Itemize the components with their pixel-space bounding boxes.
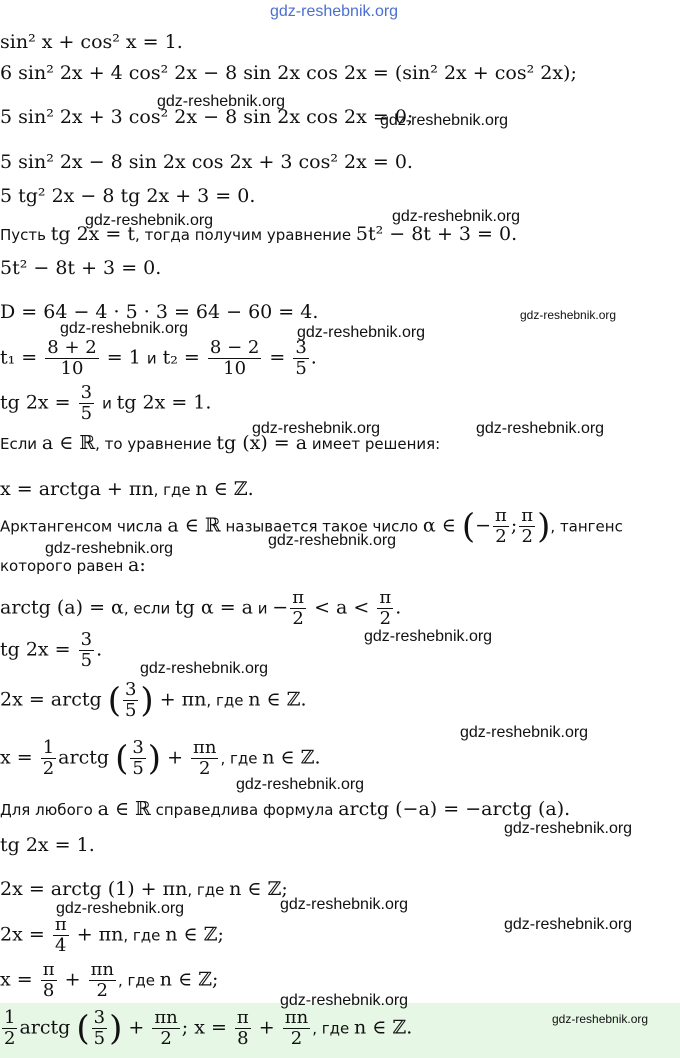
math: . <box>310 346 317 369</box>
equation-line: 5 sin² 2x + 3 cos² 2x − 8 sin 2x cos 2x = 0; <box>0 106 414 128</box>
math: n ∈ ℤ; <box>159 968 219 991</box>
text: и <box>146 349 157 368</box>
numerator: πn <box>154 1007 178 1028</box>
math: arctg (a) = α <box>0 596 124 619</box>
fraction <box>92 1008 107 1049</box>
numerator: π <box>54 914 67 935</box>
equation-line <box>0 383 211 424</box>
math: n ∈ ℤ. <box>248 688 307 711</box>
watermark: gdz-reshebnik.org <box>45 540 174 557</box>
watermark: gdz-reshebnik.org <box>476 420 605 437</box>
watermark: gdz-reshebnik.org <box>280 992 409 1009</box>
math: t₁ = <box>0 346 44 369</box>
denominator: 8 <box>237 1027 249 1049</box>
denominator: 2 <box>199 757 211 779</box>
watermark: gdz-reshebnik.org <box>380 112 509 129</box>
math: = <box>269 346 292 369</box>
denominator: 5 <box>132 757 144 779</box>
fraction <box>2 1008 17 1049</box>
math: = 1 <box>106 346 147 369</box>
numerator: πn <box>90 959 114 980</box>
numerator: 8 + 2 <box>47 337 97 358</box>
watermark: gdz-reshebnik.org <box>60 320 189 337</box>
math: arctg <box>19 1016 77 1039</box>
math: arctg <box>58 746 116 769</box>
equation-line <box>0 480 254 499</box>
math: 2x = arctg <box>0 688 108 711</box>
watermark: gdz-reshebnik.org <box>140 660 269 677</box>
text: , где <box>187 881 230 899</box>
text: Арктангенсом числа <box>0 517 168 536</box>
text: имеет решения: <box>307 435 441 453</box>
equation-line: x = $\frac{1}{2}$ arctg ( $\frac{3}{5}$ ) + $\frac{\pi n}{2}$ , где n ∈ ℤ. <box>0 737 321 779</box>
fraction <box>79 383 94 424</box>
equation-line: tg 2x = 1. <box>0 834 95 856</box>
paren: ) <box>537 506 551 547</box>
denominator: 2 <box>292 607 304 629</box>
denominator: 5 <box>80 649 93 671</box>
text-line <box>0 225 517 244</box>
math: + πn <box>153 688 207 711</box>
denominator: 4 <box>55 934 67 956</box>
fraction <box>45 338 98 379</box>
math: 5t² − 8t + 3 = 0. <box>355 223 518 245</box>
equation-line: 5t² − 8t + 3 = 0. <box>0 257 162 279</box>
denominator: 2 <box>96 979 108 1001</box>
math: n ∈ ℤ. <box>262 746 321 769</box>
math: tg 2x = <box>0 391 77 414</box>
numerator: πn <box>193 737 217 758</box>
fraction <box>191 738 218 779</box>
equation-line: sin² x + cos² x = 1. <box>0 31 183 53</box>
math: x = arctga + πn <box>0 478 154 500</box>
denominator: 2 <box>379 607 392 629</box>
math: tg 2x = 1. <box>116 391 212 414</box>
text-line <box>0 800 570 819</box>
fraction <box>123 680 138 721</box>
math: x = <box>0 968 39 991</box>
paren: ( <box>107 680 121 721</box>
equation-line: x = $\frac{\pi}{8}$ + $\frac{\pi n}{2}$ , где n ∈ ℤ; <box>0 959 219 1001</box>
watermark: gdz-reshebnik.org <box>460 724 589 741</box>
numerator: 8 − 2 <box>209 337 260 358</box>
text: , где <box>220 749 263 768</box>
denominator: 2 <box>160 1027 172 1049</box>
math: < a < <box>308 596 376 619</box>
numerator: π <box>236 1007 249 1028</box>
fraction <box>79 630 94 671</box>
text-line: Арктангенсом числа a ∈ ℝ называется такое число α ∈ (− $\frac{\pi}{2}$ ; $\frac{\pi}{2}$ ), тангенс <box>0 505 623 547</box>
equation-line: arctg (a) = α, если tg α = a и − $\frac{\pi}{2}$ < a < $\frac{\pi}{2}$ . <box>0 587 402 629</box>
text: , тогда получим уравнение <box>135 226 356 244</box>
watermark: gdz-reshebnik.org <box>280 896 409 913</box>
numerator: πn <box>284 1007 309 1028</box>
text: и <box>253 599 273 618</box>
fraction <box>235 1008 251 1049</box>
denominator: 2 <box>42 757 55 779</box>
text: Если <box>0 435 42 453</box>
numerator: π <box>292 587 305 608</box>
watermark: gdz-reshebnik.org <box>56 900 185 917</box>
denominator: 5 <box>93 1027 106 1049</box>
equation-line: D = 64 − 4 · 5 · 3 = 64 − 60 = 4. <box>0 301 319 323</box>
watermark: gdz-reshebnik.org <box>85 212 214 229</box>
watermark: gdz-reshebnik.org <box>270 3 399 20</box>
text: , где <box>123 926 166 945</box>
text-line <box>0 434 440 453</box>
denominator: 2 <box>495 525 507 547</box>
watermark: gdz-reshebnik.org <box>364 628 493 645</box>
math: tg 2x = t <box>50 223 136 245</box>
watermark: gdz-reshebnik.org <box>552 1012 649 1026</box>
denominator: 10 <box>223 357 247 379</box>
math: + πn <box>70 923 124 946</box>
fraction <box>519 506 535 547</box>
watermark: gdz-reshebnik.org <box>268 532 397 549</box>
math: n ∈ ℤ; <box>229 878 288 900</box>
watermark: gdz-reshebnik.org <box>392 208 521 225</box>
text: называется такое число <box>220 517 423 536</box>
equation-line: 6 sin² 2x + 4 cos² 2x − 8 sin 2x cos 2x = (sin² 2x + cos² 2x); <box>0 62 577 84</box>
math: 2x = <box>0 923 51 946</box>
paren: ( <box>461 506 476 547</box>
numerator: π <box>42 959 55 980</box>
numerator: 3 <box>124 679 137 700</box>
fraction <box>130 738 145 779</box>
paren: ) <box>140 680 154 721</box>
equation-line: 5 tg² 2x − 8 tg 2x + 3 = 0. <box>0 185 256 207</box>
math: a ∈ ℝ <box>167 514 221 537</box>
watermark: gdz-reshebnik.org <box>252 420 381 437</box>
math: a ∈ ℝ <box>97 798 151 820</box>
text: Пусть <box>0 226 51 244</box>
equation-line: tg 2x = $\frac{3}{5}$ . <box>0 629 103 671</box>
fraction <box>293 338 308 379</box>
denominator: 5 <box>124 699 137 721</box>
fraction <box>89 960 116 1001</box>
final-answer: $\frac{1}{2}$ arctg ( $\frac{3}{5}$ ) + $\frac{\pi n}{2}$ ; x = $\frac{\pi}{8}$ + $\frac{\pi n}{2}$ , где n ∈ ℤ. <box>4 1007 413 1049</box>
fraction <box>208 338 261 379</box>
math: n ∈ ℤ; <box>165 923 224 946</box>
math: n ∈ ℤ. <box>195 478 254 500</box>
numerator: 1 <box>42 737 55 758</box>
watermark: gdz-reshebnik.org <box>236 776 365 793</box>
math: t₂ = <box>156 346 206 369</box>
paren: ) <box>147 738 162 779</box>
denominator: 2 <box>290 1027 303 1049</box>
watermark: gdz-reshebnik.org <box>504 916 633 933</box>
watermark: gdz-reshebnik.org <box>157 93 286 110</box>
text: которого равен <box>0 557 129 575</box>
text: , где <box>153 481 196 499</box>
math: tg α = a <box>175 596 253 619</box>
fraction <box>41 960 57 1001</box>
fraction <box>53 915 69 956</box>
equation-line <box>0 880 288 899</box>
equation-line <box>0 915 224 956</box>
math: a ∈ ℝ <box>41 432 96 454</box>
numerator: π <box>495 505 507 526</box>
fraction <box>493 506 509 547</box>
text-line <box>0 556 146 575</box>
text: , где <box>312 1019 354 1038</box>
fraction <box>152 1008 179 1049</box>
denominator: 8 <box>42 979 55 1001</box>
text: , где <box>206 691 249 710</box>
denominator: 10 <box>60 357 84 379</box>
math: α ∈ <box>422 514 456 537</box>
math: 2x = arctg (1) + πn <box>0 878 188 900</box>
roots-line <box>0 338 317 379</box>
watermark: gdz-reshebnik.org <box>297 324 426 341</box>
numerator: 1 <box>4 1007 16 1028</box>
equation-line: 5 sin² 2x − 8 sin 2x cos 2x + 3 cos² 2x = 0. <box>0 151 413 173</box>
numerator: 3 <box>295 337 307 358</box>
denominator: 2 <box>521 525 533 547</box>
numerator: 3 <box>93 1007 106 1028</box>
text: справедлива формула <box>150 801 339 819</box>
numerator: 3 <box>80 629 93 650</box>
math: n ∈ ℤ. <box>354 1016 413 1039</box>
numerator: π <box>521 505 534 526</box>
text: , где <box>118 971 160 990</box>
denominator: 5 <box>295 357 307 379</box>
numerator: 3 <box>132 737 144 758</box>
denominator: 2 <box>4 1027 16 1049</box>
math: tg 2x = <box>0 638 77 661</box>
math: a: <box>128 554 146 576</box>
text: , то уравнение <box>95 435 217 453</box>
denominator: 5 <box>80 402 93 424</box>
fraction <box>290 588 306 629</box>
watermark: gdz-reshebnik.org <box>504 820 633 837</box>
fraction <box>283 1008 310 1049</box>
equation-line <box>0 680 307 721</box>
math: ; x = <box>181 1016 233 1039</box>
numerator: π <box>379 587 392 608</box>
fraction <box>41 738 56 779</box>
paren: ) <box>109 1008 123 1049</box>
paren: ( <box>115 738 129 779</box>
numerator: 3 <box>80 382 93 403</box>
math: arctg (−a) = −arctg (a). <box>338 798 571 820</box>
text: , если <box>123 599 175 618</box>
math: tg (x) = a <box>216 432 308 454</box>
fraction <box>377 588 393 629</box>
text: и <box>102 394 117 413</box>
text: Для любого <box>0 801 98 819</box>
paren: ( <box>76 1008 90 1049</box>
watermark: gdz-reshebnik.org <box>520 308 617 322</box>
text: , тангенс <box>550 517 623 536</box>
